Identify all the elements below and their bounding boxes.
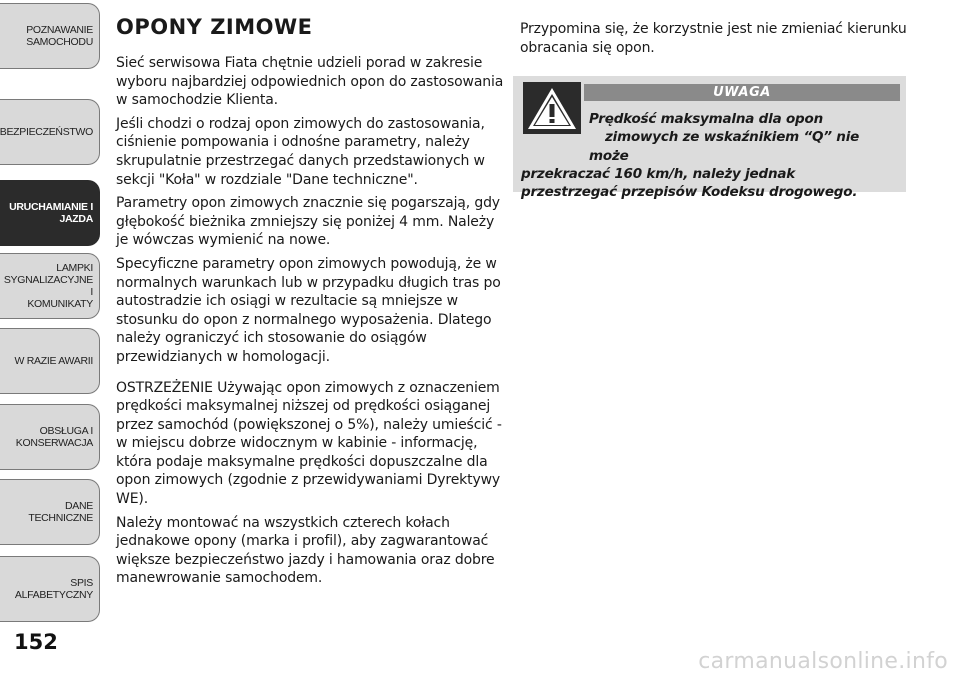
- tab-obsluga-i-konserwacja[interactable]: OBSŁUGA I KONSERWACJA: [0, 404, 100, 470]
- paragraph: Sieć serwisowa Fiata chętnie udzieli porad w zakresie wyboru najbardziej odpowiednich opon do zastosowania w samochodzie Klienta.: [116, 55, 504, 109]
- tab-uruchamianie-i-jazda[interactable]: URUCHAMIANIE I JAZDA: [0, 180, 100, 246]
- paragraph: Przypomina się, że korzystnie jest nie zmieniać kierunku obracania się opon.: [520, 21, 907, 56]
- tab-lampki-sygnalizacyjne[interactable]: LAMPKI SYGNALIZACYJNE I KOMUNIKATY: [0, 253, 100, 319]
- paragraph: Parametry opon zimowych znacznie się pogarszają, gdy głębokość bieżnika zmniejszy się poniżej 4 mm. Należy je wówczas wymienić na nowe.: [116, 195, 500, 249]
- paragraph: OSTRZEŻENIE Używając opon zimowych z oznaczeniem prędkości maksymalnej niższej od prędkości osiąganej przez samochód (powiększonej o 5%), należy umieścić - w miejscu dobrze widocznym w kabinie - informację, która podaje maksymalne prędkości dopuszczalne dla opon zimowych (zgodnie z przewidywaniami Dyrektywy WE).: [116, 379, 502, 508]
- warning-note: [513, 76, 906, 201]
- note-line: zimowych ze wskaźnikiem “Q” nie może: [589, 129, 860, 164]
- main-column: [116, 14, 508, 593]
- watermark: carmanualsonline.info: [698, 649, 948, 674]
- section-title: OPONY ZIMOWE: [116, 15, 313, 39]
- note-line: przekraczać 160 km/h, należy jednak: [521, 165, 796, 182]
- page-number: 152: [14, 630, 58, 654]
- tab-dane-techniczne[interactable]: DANE TECHNICZNE: [0, 479, 100, 545]
- note-header: UWAGA: [584, 84, 900, 101]
- tab-poznawanie-samochodu[interactable]: POZNAWANIE SAMOCHODU: [0, 3, 100, 69]
- paragraph: Należy montować na wszystkich czterech kołach jednakowe opony (marka i profil), aby zagwarantować większe bezpieczeństwo jazdy i hamowania oraz dobre manewrowanie samochodem.: [116, 514, 495, 587]
- note-line: przestrzegać przepisów Kodeksu drogowego.: [521, 184, 858, 201]
- tab-w-razie-awarii[interactable]: W RAZIE AWARII: [0, 328, 100, 394]
- paragraph: Jeśli chodzi o rodzaj opon zimowych do zastosowania, ciśnienie pompowania i odnośne parametry, należy skrupulatnie przestrzegać danych przedstawionych w sekcji "Koła" w rozdziale "Dane techniczne".: [116, 115, 485, 188]
- tab-bezpieczenstwo[interactable]: BEZPIECZEŃSTWO: [0, 99, 100, 165]
- paragraph: Specyficzne parametry opon zimowych powodują, że w normalnych warunkach lub w przypadku długich tras po autostradzie ich osiągi w rezultacie są mniejsze w stosunku do opon z normalnego wyposażenia. Dlatego należy ograniczyć ich stosowanie do osiągów przewidzianych w homologacji.: [116, 255, 501, 365]
- note-text: [521, 110, 901, 201]
- right-column: [520, 20, 910, 62]
- tab-spis-alfabetyczny[interactable]: SPIS ALFABETYCZNY: [0, 556, 100, 622]
- note-line: Prędkość maksymalna dla opon: [589, 111, 824, 127]
